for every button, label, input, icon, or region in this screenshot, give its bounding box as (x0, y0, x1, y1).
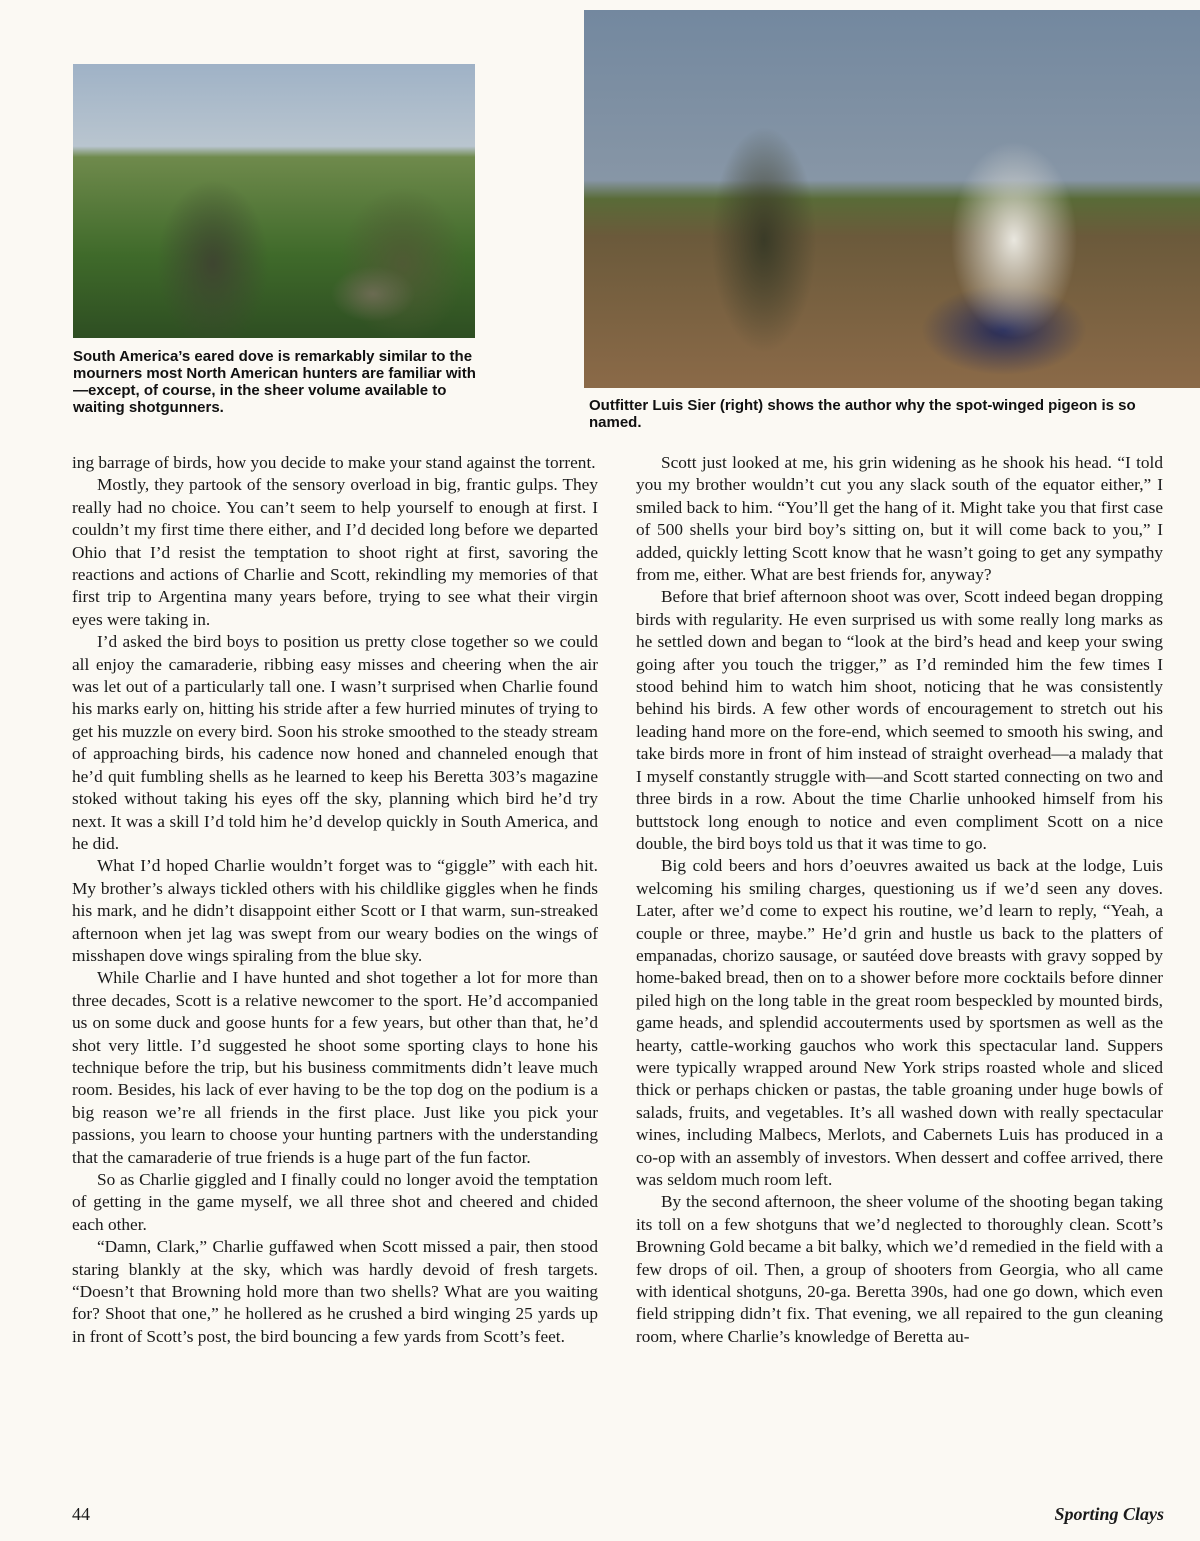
dove-hunters-photo (73, 64, 475, 338)
paragraph: Before that brief afternoon shoot was over, Scott indeed began dropping birds with regularity. He even surprised us with some really long marks as he settled down and began to “look at the bird’s head and keep your swing going after you touch the trigger,” as I’d reminded him the few times I stood behind him to watch him shoot, noticing that he was consistently behind his birds. A few other words of encouragement to stretch out his leading hand more on the fore-end, which seemed to smooth his swing, and take birds more in front of him instead of straight overhead—a malady that I myself constantly struggle with—and Scott started connecting on two and three birds in a row. About the time Charlie unhooked himself from his buttstock long enough to notice and even compliment Scott on a nice double, the bird boys told us that it was time to go. (636, 587, 1163, 853)
paragraph: Mostly, they partook of the sensory overload in big, frantic gulps. They really had no choice. You can’t seem to help yourself to enough at first. I couldn’t my first time there either, and I’d decided long before we departed Ohio that I’d resist the temptation to shoot right at first, savoring the reactions and actions of Charlie and Scott, rekindling my memories of that first trip to Argentina many years before, trying to see what their virgin eyes were taking in. (72, 475, 598, 629)
paragraph: Scott just looked at me, his grin widening as he shook his head. “I told you my brother wouldn’t cut you any slack south of the equator either,” I smiled back to him. “You’ll get the hang of it. Might take you that first case of 500 shells your bird boy’s sitting on, but it will come back to you,” I added, quickly letting Scott know that he wasn’t going to get any sympathy from me, either. What are best friends for, anyway? (636, 453, 1163, 585)
paragraph: What I’d hoped Charlie wouldn’t forget was to “giggle” with each hit. My brother’s always tickled others with his childlike giggles when he finds his mark, and he didn’t disappoint either Scott or I that warm, sun-streaked afternoon when jet lag was swept from our weary bodies on the wings of misshapen dove wings spiraling from the blue sky. (72, 856, 598, 965)
photo-caption-right: Outfitter Luis Sier (right) shows the author why the spot-winged pigeon is so named. (589, 397, 1136, 431)
paragraph: While Charlie and I have hunted and shot together a lot for more than three decades, Scott is a relative newcomer to the sport. He’d accompanied us on some duck and goose hunts for a few years, but other than that, he’d shot very little. I’d suggested he shoot some sporting clays to hone his technique before the trip, but his business commitments didn’t leave much room. Besides, his lack of ever having to be the top dog on the podium is a big reason we’re all friends in the first place. Just like you pick your passions, you learn to choose your hunting partners with the understanding that the camaraderie of true friends is a huge part of the fun factor. (72, 968, 598, 1167)
article-column-right (636, 452, 1163, 1348)
pigeon-outfitter-photo (584, 10, 1200, 388)
paragraph: ing barrage of birds, how you decide to make your stand against the torrent. (72, 453, 596, 472)
paragraph: Big cold beers and hors d’oeuvres awaited us back at the lodge, Luis welcoming his smiling charges, questioning us if we’d seen any doves. Later, after we’d come to expect his routine, we’d learn to reply, “Yeah, a couple or three, maybe.” He’d grin and hustle us back to the platters of empanadas, chorizo sausage, or sautéed dove breasts with gravy sopped by home-baked bread, then on to a shower before more cocktails before dinner piled high on the long table in the great room bespeckled by mounted birds, game heads, and splendid accouterments used by sportsmen as well as the hearty, cattle-working gauchos who work this spectacular land. Suppers were typically wrapped around New York strips roasted whole and sliced thick or perhaps chicken or pastas, the table groaning under huge bowls of salads, fruits, and vegetables. It’s all washed down with really spectacular wines, including Malbecs, Merlots, and Cabernets Luis has produced in a co-op with an assembly of investors. When dessert and coffee arrived, there was seldom much room left. (636, 856, 1163, 1189)
photo-caption-left: South America’s eared dove is remarkably similar to the mourners most North American hunters are familiar with—except, of course, in the sheer volume available to waiting shotgunners. (73, 348, 476, 416)
paragraph: “Damn, Clark,” Charlie guffawed when Scott missed a pair, then stood staring blankly at the sky, which was hardly devoid of fresh targets. “Doesn’t that Browning hold more than two shells? What are you waiting for? Shoot that one,” he hollered as he crushed a bird winging 25 yards up in front of Scott’s post, the bird bouncing a few yards from Scott’s feet. (72, 1237, 598, 1346)
paragraph: So as Charlie giggled and I finally could no longer avoid the temptation of getting in the game myself, we all three shot and cheered and chided each other. (72, 1170, 598, 1234)
paragraph: I’d asked the bird boys to position us pretty close together so we could all enjoy the camaraderie, ribbing easy misses and cheering when the air was let out of a particularly tall one. I wasn’t surprised when Charlie found his marks early on, hitting his stride after a few hurried minutes of trying to get his muzzle on every bird. Soon his stroke smoothed to the steady stream of approaching birds, his cadence now honed and channeled enough that he’d quit fumbling shells as he learned to keep his Beretta 303’s magazine stoked without taking his eyes off the sky, planning which bird he’d try next. It was a skill I’d told him he’d develop quickly in South America, and he did. (72, 632, 598, 853)
page-number: 44 (72, 1504, 90, 1524)
paragraph: By the second afternoon, the sheer volume of the shooting began taking its toll on a few shotguns that we’d neglected to thoroughly clean. Scott’s Browning Gold became a bit balky, which we’d remedied in the field with a few drops of oil. Then, a group of shooters from Georgia, who all came with identical shotguns, 20-ga. Beretta 390s, had one go down, which even field stripping didn’t fix. That evening, we all repaired to the gun cleaning room, where Charlie’s knowledge of Beretta au- (636, 1192, 1163, 1346)
article-column-left (72, 452, 598, 1348)
magazine-title: Sporting Clays (1054, 1504, 1164, 1524)
